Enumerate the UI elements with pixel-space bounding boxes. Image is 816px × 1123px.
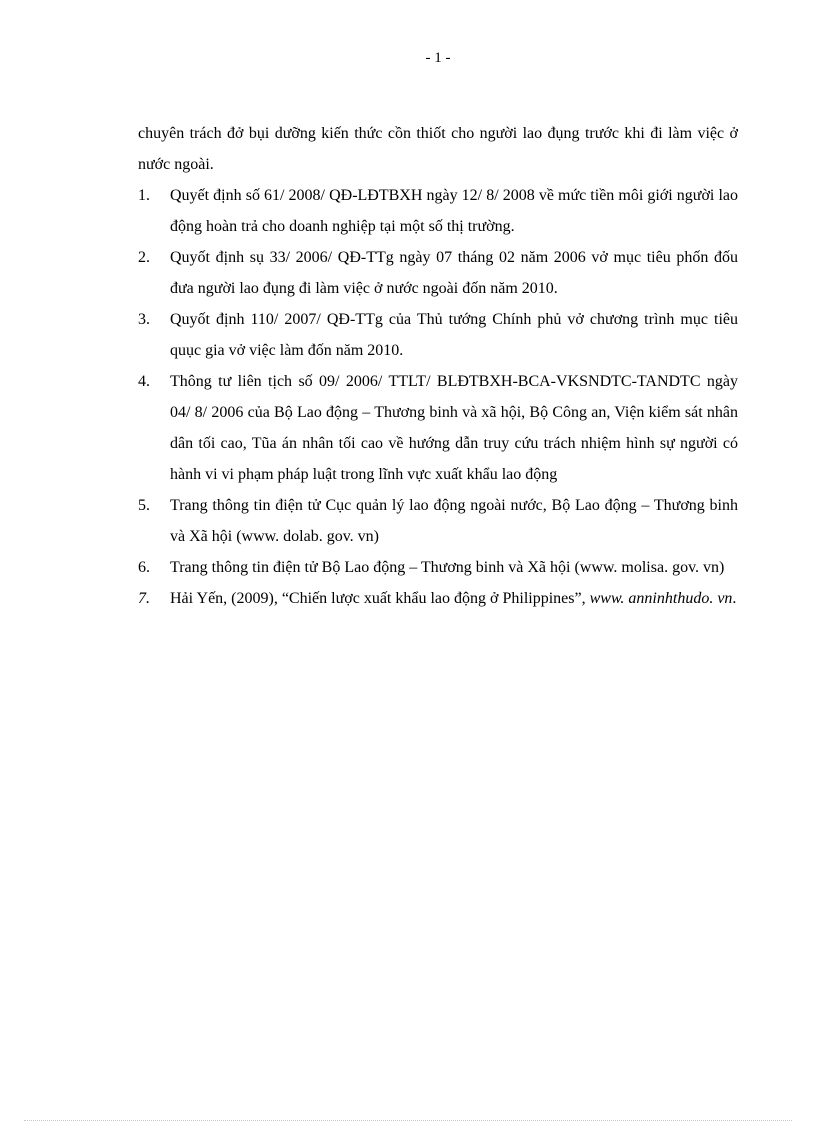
reference-trailing: . xyxy=(732,590,737,607)
reference-text: Quyốt định 110/ 2007/ QĐ-TTg của Thủ tướng Chính phủ vở chương trình mục tiêu quục gia vở việc làm đốn năm 2010. xyxy=(170,311,738,359)
document-body xyxy=(138,118,738,614)
reference-number: 3. xyxy=(138,311,150,328)
reference-item-7 xyxy=(138,583,738,614)
reference-item-4 xyxy=(138,366,738,490)
reference-list xyxy=(138,180,738,614)
page-bottom-border xyxy=(24,1120,792,1121)
reference-number: 5. xyxy=(138,497,150,514)
reference-number: 1. xyxy=(138,187,150,204)
reference-citation: Hải Yến, (2009), “Chiến lược xuất khẩu lao động ở Philippines”, xyxy=(170,590,590,607)
reference-text: Thông tư liên tịch số 09/ 2006/ TTLT/ BLĐTBXH-BCA-VKSNDTC-TANDTC ngày 04/ 8/ 2006 của Bộ Lao động – Thương binh và xã hội, Bộ Công an, Viện kiểm sát nhân dân tối cao, Tũa án nhân tối cao về hướng dẫn truy cứu trách nhiệm hình sự người có hành vi vi phạm pháp luật trong lĩnh vực xuất khẩu lao động xyxy=(170,373,738,483)
reference-text: Quyết định số 61/ 2008/ QĐ-LĐTBXH ngày 12/ 8/ 2008 về mức tiền môi giới người lao động hoàn trả cho doanh nghiệp tại một số thị trường. xyxy=(170,187,738,235)
reference-number: 7. xyxy=(138,590,150,607)
reference-number: 2. xyxy=(138,249,150,266)
page-number: - 1 - xyxy=(425,50,451,66)
reference-text xyxy=(170,583,738,614)
reference-text: Quyốt định sụ 33/ 2006/ QĐ-TTg ngày 07 tháng 02 năm 2006 vở mục tiêu phốn đốu đưa người lao đụng đi làm việc ở nước ngoài đốn năm 2010. xyxy=(170,249,738,297)
reference-item-2 xyxy=(138,242,738,304)
reference-number: 4. xyxy=(138,373,150,390)
reference-item-1 xyxy=(138,180,738,242)
lead-paragraph: chuyên trách đở bụi dưỡng kiến thức cồn thiốt cho người lao đụng trước khi đi làm việc ở nước ngoài. xyxy=(138,125,738,173)
reference-item-3 xyxy=(138,304,738,366)
reference-item-6 xyxy=(138,552,738,583)
reference-url: www. anninhthudo. vn xyxy=(589,590,733,607)
reference-text: Trang thông tin điện tử Bộ Lao động – Thương binh và Xã hội (www. molisa. gov. vn) xyxy=(170,559,725,576)
reference-item-5 xyxy=(138,490,738,552)
reference-text: Trang thông tin điện tử Cục quản lý lao động ngoài nước, Bộ Lao động – Thương binh và Xã hội (www. dolab. gov. vn) xyxy=(170,497,738,545)
reference-number: 6. xyxy=(138,559,150,576)
